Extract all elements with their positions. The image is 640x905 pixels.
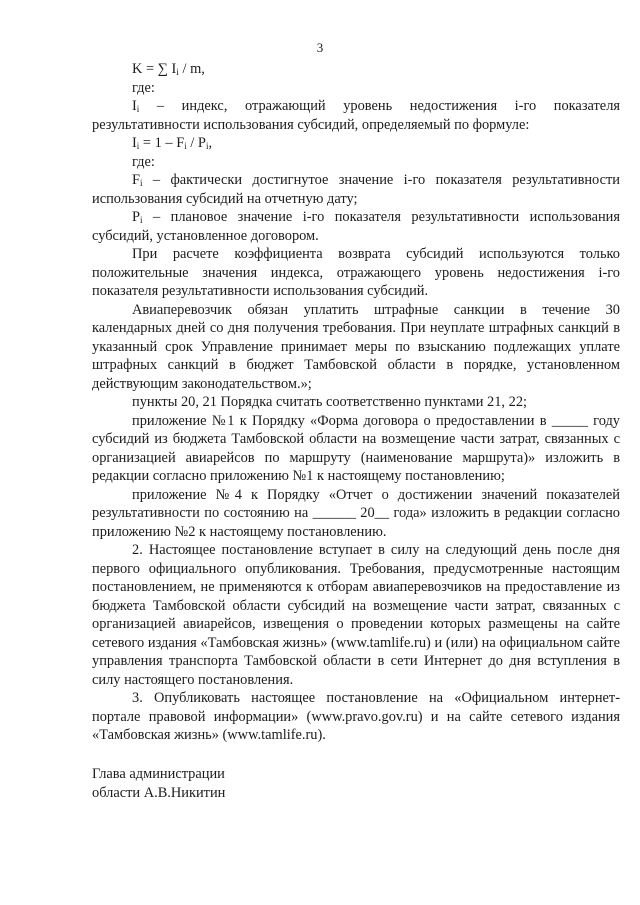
paragraph-coefficient: При расчете коэффициента возврата субсидий используются только положительные значения индекса, отражающего уровень недостижения i-го показателя результативности использования субсидий. bbox=[92, 246, 620, 299]
signature-name: области А.В.Никитин bbox=[92, 785, 226, 801]
signature-title: Глава администрации bbox=[92, 766, 225, 782]
paragraph-entry-into-force: 2. Настоящее постановление вступает в силу на следующий день после дня первого официального опубликования. Требования, предусмотренные настоящим постановлением, не применяются к отборам авиаперевозчиков на предоставление из бюджета Тамбовской области субсидий на возмещение части затрат, связанных с организацией авиарейсов, извещения о проведении которых размещены на сайте сетевого издания «Тамбовская жизнь» (www.tamlife.ru) и (или) на официальном сайте управления транспорта Тамбовской области в сети Интернет до дня вступления в силу настоящего постановления. bbox=[92, 542, 620, 688]
definition-pi: $P_i$ – плановое значение i-го показателя результативности использования субсидий, установленное договором. bbox=[92, 209, 620, 244]
paragraph-appendix-4: приложение №4 к Порядку «Отчет о достижении значений показателей результативности по состоянию на ______ 20__ года» изложить в редакции согласно приложению №2 к настоящему постановлению. bbox=[92, 486, 620, 540]
formula-ii: $I_i = 1 - F_i / P_i$, bbox=[132, 135, 213, 151]
document-body bbox=[92, 60, 620, 745]
formula-k: K = ∑ $I_i$ / m, bbox=[132, 61, 205, 77]
paragraph-renumber: пункты 20, 21 Порядка считать соответственно пунктами 21, 22; bbox=[132, 394, 528, 410]
where-label: где: bbox=[132, 153, 155, 170]
page-number: 3 bbox=[316, 40, 324, 55]
paragraph-appendix-1: приложение №1 к Порядку «Форма договора о предоставлении в _____ году субсидий из бюджета Тамбовской области на возмещение части затрат, связанных с организацией авиарейсов по маршруту (наименование маршрута)» изложить в редакции согласно приложению №1 к настоящему постановлению; bbox=[92, 412, 620, 484]
definition-fi: $F_i$ – фактически достигнутое значение i-го показателя результативности использования субсидий на отчетную дату; bbox=[92, 172, 620, 207]
signature-block bbox=[92, 765, 225, 803]
paragraph-penalties: Авиаперевозчик обязан уплатить штрафные санкции в течение 30 календарных дней со дня получения требования. При неуплате штрафных санкций в указанный срок Управление принимает меры по взысканию подлежащих уплате штрафных санкций в бюджет Тамбовской области в порядке, установленном действующим законодательством.»; bbox=[92, 301, 620, 392]
paragraph-publish: 3. Опубликовать настоящее постановление на «Официальном интернет-портале правовой информации» (www.pravo.gov.ru) и на сайте сетевого издания «Тамбовская жизнь» (www.tamlife.ru). bbox=[92, 690, 620, 743]
where-label: где: bbox=[132, 79, 155, 96]
definition-ii: $I_i$ – индекс, отражающий уровень недостижения i-го показателя результативности использования субсидий, определяемый по формуле: bbox=[92, 98, 620, 133]
